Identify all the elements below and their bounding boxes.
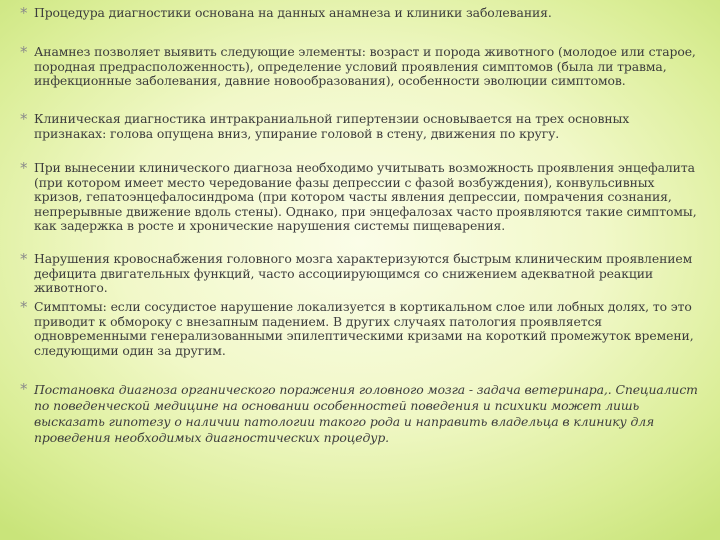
bullet-marker: *: [20, 250, 28, 268]
bullet-marker: *: [20, 298, 28, 316]
item-text: Постановка диагноза органического поражения головного мозга - задача ветеринара,. Специалист по поведенческой медицине на основании особенностей поведения и психики может лишь высказать гипотезу о наличии патологии такого рода и направить владельца в клинику для проведения необходимых диагностических процедур.: [34, 382, 698, 445]
item-text: Нарушения кровоснабжения головного мозга характеризуются быстрым клиническим проявлением дефицита двигательных функций, часто ассоциирующимся со снижением адекватной реакции животного.: [34, 251, 693, 296]
list-item: [20, 382, 700, 446]
bullet-marker: *: [20, 110, 28, 128]
list-item: [20, 45, 700, 89]
item-text: Клиническая диагностика интракраниальной гипертензии основывается на трех основных признаках: голова опущена вниз, упирание головой в стену, движения по кругу.: [34, 111, 630, 141]
list-item: [20, 161, 700, 234]
bullet-marker: *: [20, 4, 28, 22]
list-item: [20, 112, 700, 141]
bullet-marker: *: [20, 380, 28, 398]
list-item: [20, 6, 700, 21]
bullet-marker: *: [20, 159, 28, 177]
bullet-marker: *: [20, 43, 28, 61]
item-text: Анамнез позволяет выявить следующие элементы: возраст и порода животного (молодое или старое, породная предрасположенность), определение условий проявления симптомов (была ли травма, инфекционные заболевания, давние новообразования), особенности эволюции симптомов.: [34, 44, 696, 89]
item-text: Процедура диагностики основана на данных анамнеза и клиники заболевания.: [34, 5, 552, 20]
item-text: Симптомы: если сосудистое нарушение локализуется в кортикальном слое или лобных долях, то это приводит к обмороку с внезапным падением. В других случаях патология проявляется одновременными генерализованными эпилептическими кризами на короткий промежуток времени, следующими один за другим.: [34, 299, 694, 358]
item-text: При вынесении клинического диагноза необходимо учитывать возможность проявления энцефалита (при котором имеет место чередование фазы депрессии с фазой возбуждения), конвульсивных кризов, гепатоэнцефалосиндрома (при котором часты явления депрессии, помрачения сознания, непрерывные движение вдоль стены). Однако, при энцефалозах часто проявляются такие симптомы, как задержка в росте и хронические нарушения системы пищеварения.: [34, 160, 697, 234]
list-item: [20, 300, 700, 358]
list-item: [20, 252, 700, 296]
